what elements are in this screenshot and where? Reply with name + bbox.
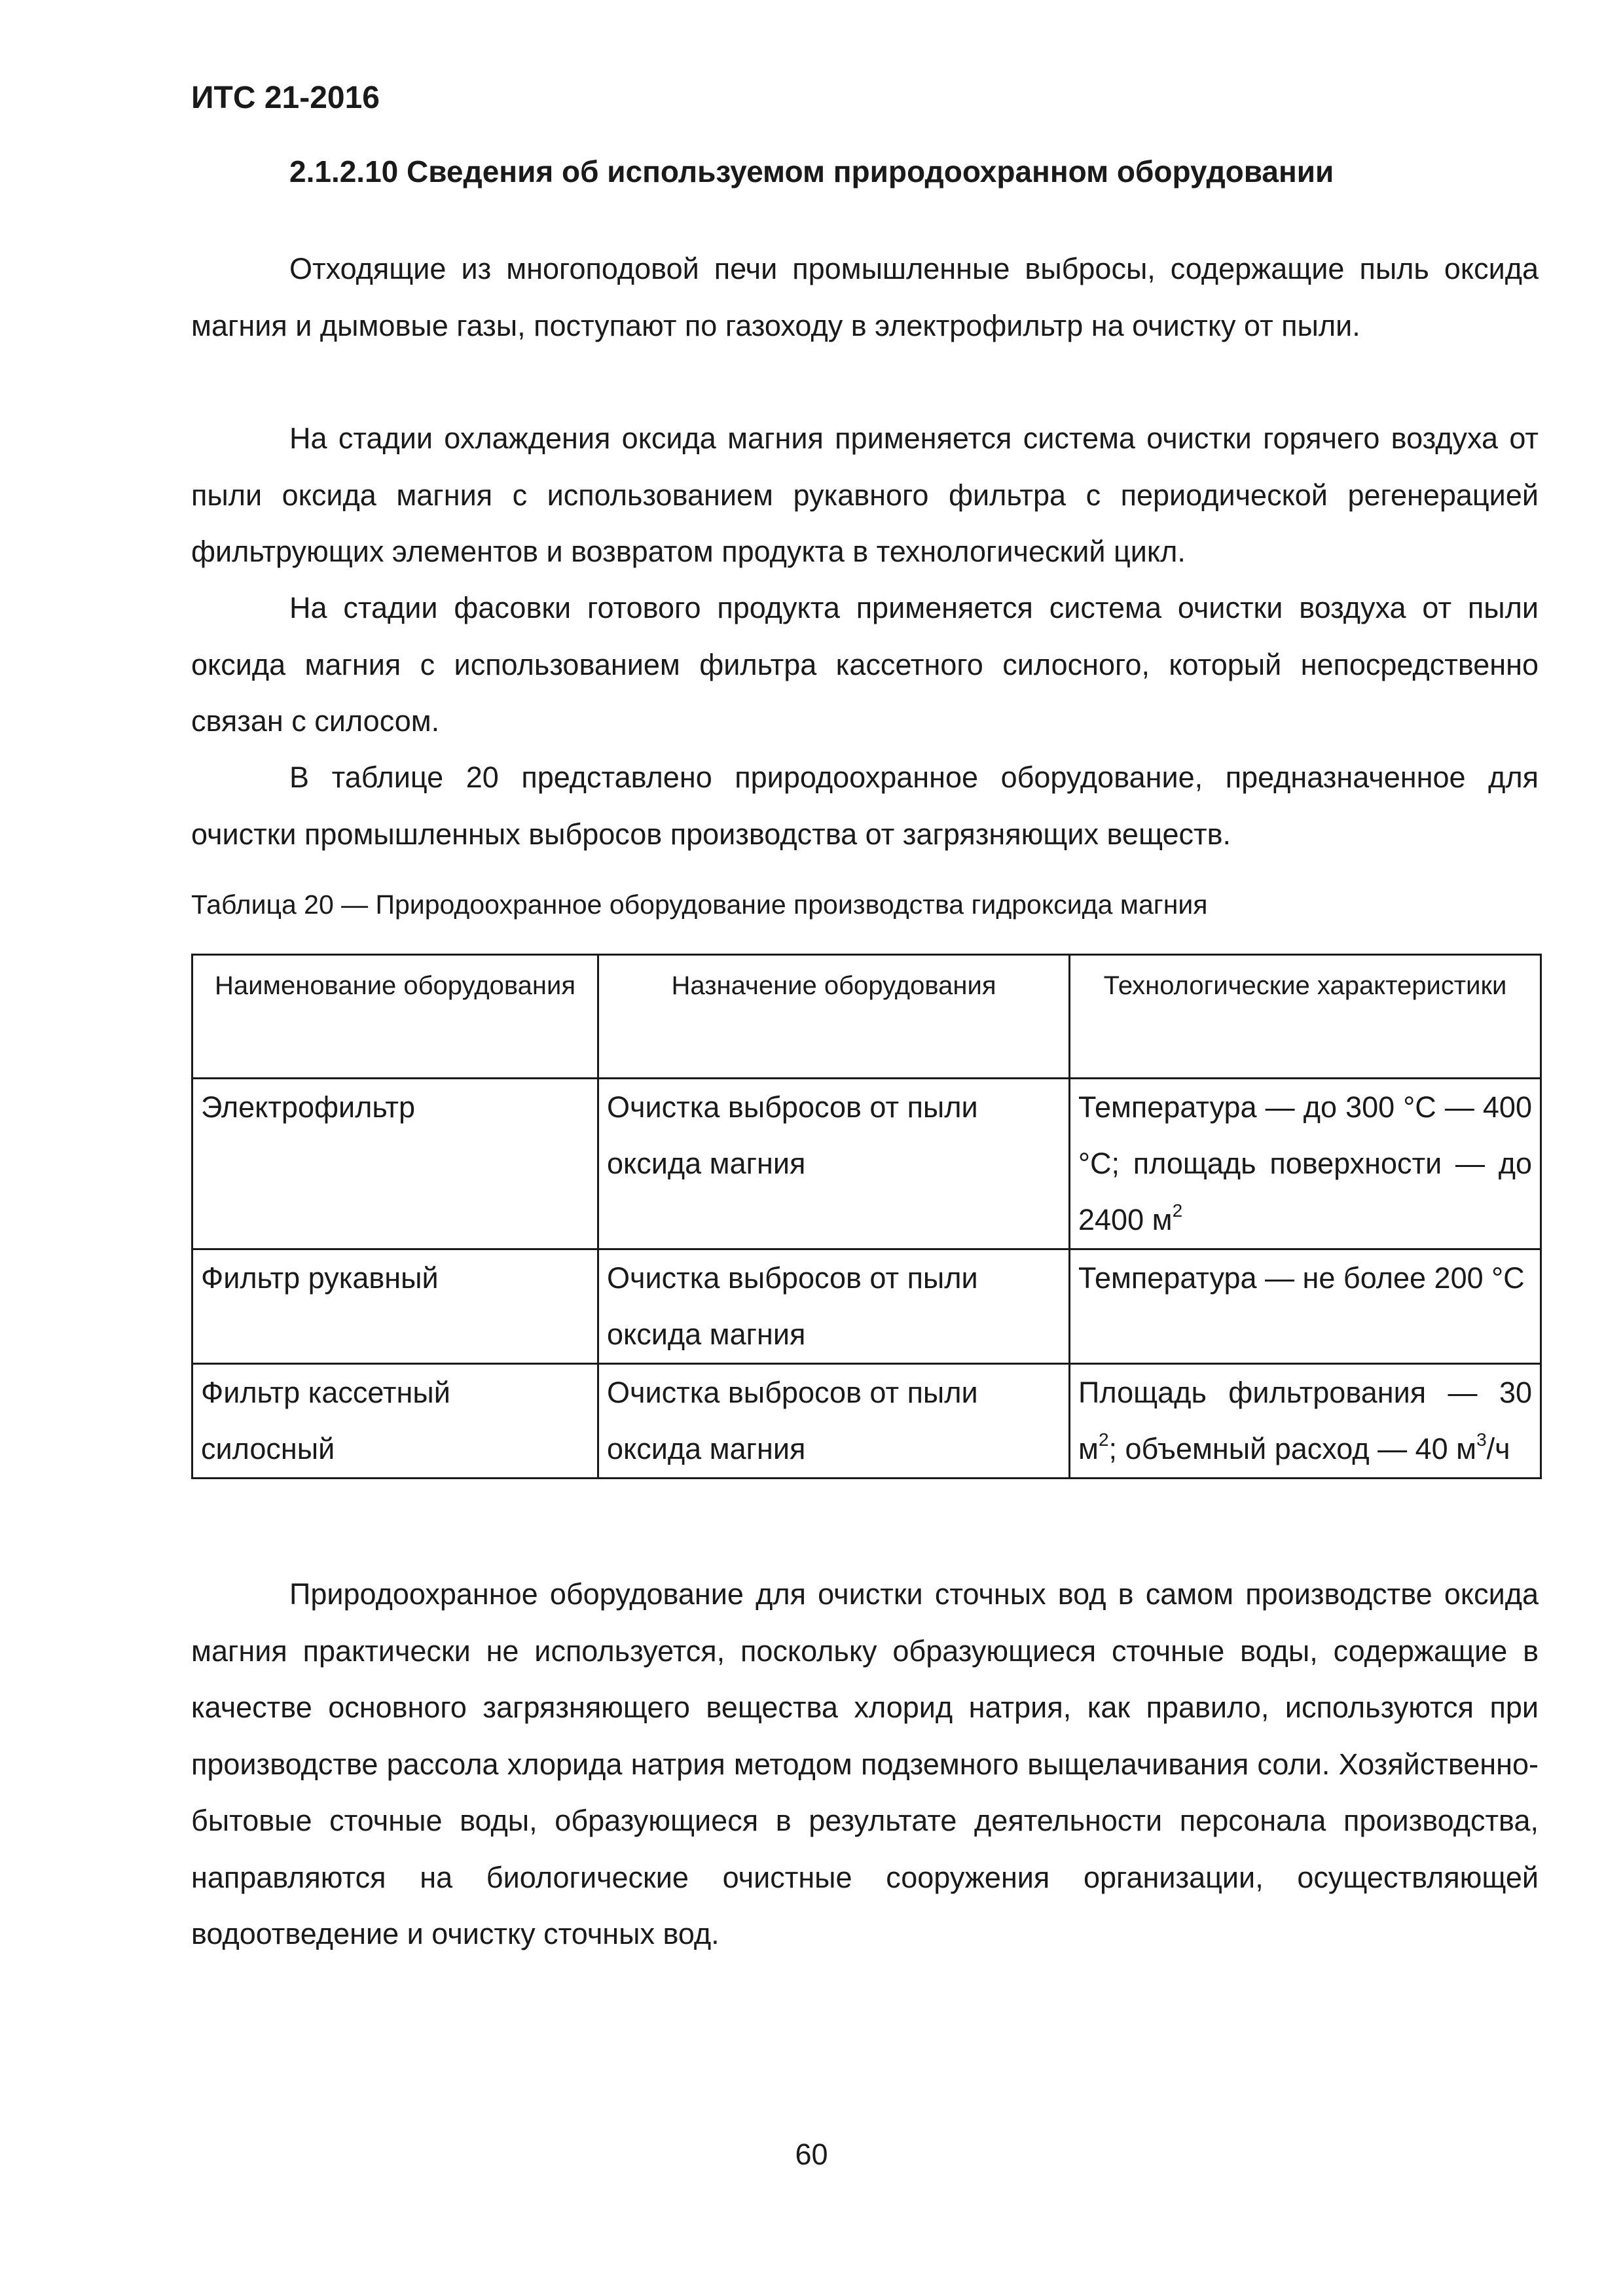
paragraph-2: На стадии охлаждения оксида магния применяется система очистки горячего воздуха от пыли оксида магния с использованием рукавного фильтра с периодической регенерацией фильтрующих элементов и возвратом продукта в технологический цикл. — [191, 422, 1539, 568]
superscript: 2 — [1098, 1429, 1109, 1450]
cell-technical-specs — [1070, 1364, 1541, 1479]
paragraph-4: В таблице 20 представлено природоохранное оборудование, предназначенное для очистки промышленных выбросов производства от загрязняющих веществ. — [191, 761, 1539, 851]
header-equipment-purpose: Назначение оборудования — [598, 955, 1070, 1079]
cell-equipment-name: Фильтр кассетный силосный — [192, 1364, 598, 1479]
table-caption: Таблица 20 — Природоохранное оборудование производства гидроксида магния — [191, 889, 1208, 920]
header-technical-specs: Технологические характеристики — [1070, 955, 1541, 1079]
table-row — [192, 1364, 1541, 1479]
paragraph-3: На стадии фасовки готового продукта применяется система очистки воздуха от пыли оксида магния с использованием фильтра кассетного силосного, который непосредственно связан с силосом. — [191, 591, 1539, 738]
document-code: ИТС 21-2016 — [191, 81, 380, 115]
page-number: 60 — [795, 2138, 828, 2171]
cell-equipment-purpose: Очистка выбросов от пыли оксида магния — [598, 1079, 1070, 1249]
table-row — [192, 1079, 1541, 1249]
superscript: 3 — [1476, 1429, 1487, 1450]
specs-text: /ч — [1486, 1432, 1510, 1465]
paragraph-1: Отходящие из многоподовой печи промышленные выбросы, содержащие пыль оксида магния и дымовые газы, поступают по газоходу в электрофильтр на очистку от пыли. — [191, 252, 1539, 342]
cell-equipment-name: Фильтр рукавный — [192, 1249, 598, 1364]
superscript: 2 — [1172, 1200, 1183, 1221]
equipment-table — [191, 954, 1542, 1479]
table-row — [192, 1249, 1541, 1364]
table-header-row — [192, 955, 1541, 1079]
cell-technical-specs: Температура — не более 200 °С — [1070, 1249, 1541, 1364]
cell-equipment-name: Электрофильтр — [192, 1079, 598, 1249]
section-heading: 2.1.2.10 Сведения об используемом природоохранном оборудовании — [289, 154, 1334, 188]
cell-technical-specs — [1070, 1079, 1541, 1249]
cell-equipment-purpose: Очистка выбросов от пыли оксида магния — [598, 1364, 1070, 1479]
specs-text: Температура — до 300 °С — 400 °С; площадь поверхности — до 2400 м — [1078, 1090, 1532, 1236]
specs-text: Площадь фильтрования — 30 м — [1078, 1376, 1532, 1465]
paragraph-5: Природоохранное оборудование для очистки сточных вод в самом производстве оксида магния практически не используется, поскольку образующиеся сточные воды, содержащие в качестве основного загрязняющего вещества хлорид натрия, как правило, используются при производстве рассола хлорида натрия методом подземного выщелачивания соли. Хозяйственно-бытовые сточные воды, образующиеся в результате деятельности персонала производства, направляются на биологические очистные сооружения организации, осуществляющей водоотведение и очистку сточных вод. — [191, 1577, 1539, 1950]
cell-equipment-purpose: Очистка выбросов от пыли оксида магния — [598, 1249, 1070, 1364]
specs-text: ; объемный расход — 40 м — [1108, 1432, 1477, 1465]
header-equipment-name: Наименование оборудования — [192, 955, 598, 1079]
